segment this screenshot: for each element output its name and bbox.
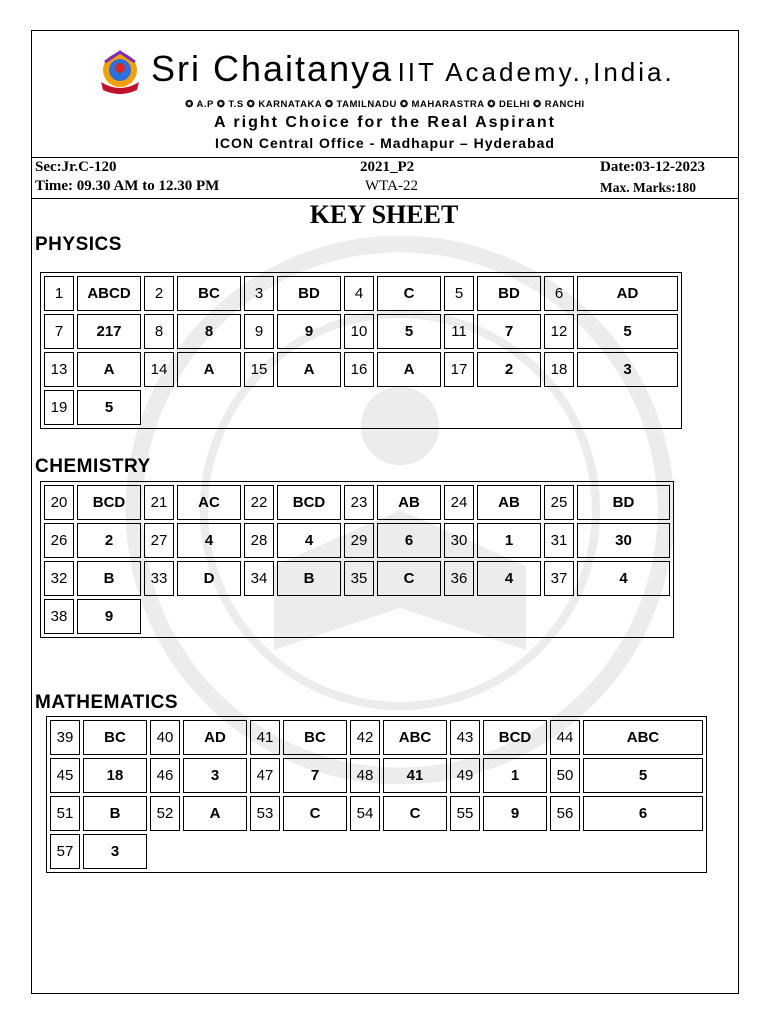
answer-key: 3 xyxy=(183,758,247,793)
answer-key: BC xyxy=(83,720,147,755)
empty-cell xyxy=(277,390,341,425)
tagline: A right Choice for the Real Aspirant xyxy=(214,114,556,131)
question-number: 16 xyxy=(344,352,374,387)
question-number: 25 xyxy=(544,485,574,520)
header-rule-bottom xyxy=(31,198,739,199)
answer-key: BD xyxy=(577,485,670,520)
question-number: 41 xyxy=(250,720,280,755)
question-number: 15 xyxy=(244,352,274,387)
empty-cell xyxy=(544,390,574,425)
question-number: 50 xyxy=(550,758,580,793)
empty-cell xyxy=(344,390,374,425)
question-number: 42 xyxy=(350,720,380,755)
question-number: 22 xyxy=(244,485,274,520)
empty-cell xyxy=(450,834,480,869)
answer-key: 7 xyxy=(283,758,347,793)
empty-cell xyxy=(477,390,541,425)
question-number: 11 xyxy=(444,314,474,349)
empty-cell xyxy=(350,834,380,869)
empty-cell xyxy=(444,390,474,425)
answer-key: ABC xyxy=(583,720,703,755)
question-number: 47 xyxy=(250,758,280,793)
answer-key: 5 xyxy=(577,314,678,349)
answer-key: A xyxy=(77,352,141,387)
question-number: 5 xyxy=(444,276,474,311)
physics-title: PHYSICS xyxy=(35,234,122,255)
question-number: 49 xyxy=(450,758,480,793)
answer-key: AB xyxy=(377,485,441,520)
test-code: WTA-22 xyxy=(365,178,418,194)
question-number: 44 xyxy=(550,720,580,755)
question-number: 52 xyxy=(150,796,180,831)
table-row xyxy=(50,796,703,831)
answer-key: BC xyxy=(283,720,347,755)
question-number: 32 xyxy=(44,561,74,596)
question-number: 7 xyxy=(44,314,74,349)
max-marks: Max. Marks:180 xyxy=(600,180,696,195)
empty-cell xyxy=(283,834,347,869)
table-row xyxy=(44,352,678,387)
empty-cell xyxy=(483,834,547,869)
empty-cell xyxy=(583,834,703,869)
exam-date: Date:03-12-2023 xyxy=(600,159,705,175)
mathematics-title: MATHEMATICS xyxy=(35,692,179,713)
question-number: 18 xyxy=(544,352,574,387)
answer-key: 5 xyxy=(77,390,141,425)
answer-key: 9 xyxy=(77,599,141,634)
table-row xyxy=(50,720,703,755)
answer-key: BCD xyxy=(277,485,341,520)
table-row xyxy=(50,834,703,869)
question-number: 19 xyxy=(44,390,74,425)
answer-key: B xyxy=(77,561,141,596)
states-list: ✪ A.P ✪ T.S ✪ KARNATAKA ✪ TAMILNADU ✪ MAHARASTRA ✪ DELHI ✪ RANCHI xyxy=(185,99,585,110)
empty-cell xyxy=(277,599,341,634)
answer-key: 6 xyxy=(377,523,441,558)
answer-key: 1 xyxy=(477,523,541,558)
empty-cell xyxy=(444,599,474,634)
answer-key: A xyxy=(183,796,247,831)
empty-cell xyxy=(244,390,274,425)
sri-chaitanya-logo xyxy=(95,48,145,98)
office-address: ICON Central Office - Madhapur – Hyderabad xyxy=(215,135,555,151)
question-number: 3 xyxy=(244,276,274,311)
table-row xyxy=(44,276,678,311)
table-row xyxy=(44,561,670,596)
answer-key: B xyxy=(83,796,147,831)
question-number: 4 xyxy=(344,276,374,311)
answer-key: C xyxy=(283,796,347,831)
answer-key: 4 xyxy=(577,561,670,596)
answer-key: 217 xyxy=(77,314,141,349)
chemistry-title: CHEMISTRY xyxy=(35,456,151,477)
answer-key: 9 xyxy=(483,796,547,831)
answer-key: 3 xyxy=(83,834,147,869)
exam-time: Time: 09.30 AM to 12.30 PM xyxy=(35,178,220,194)
table-row xyxy=(44,485,670,520)
answer-key: 6 xyxy=(583,796,703,831)
answer-key: 5 xyxy=(377,314,441,349)
question-number: 10 xyxy=(344,314,374,349)
question-number: 45 xyxy=(50,758,80,793)
empty-cell xyxy=(544,599,574,634)
question-number: 56 xyxy=(550,796,580,831)
answer-key: C xyxy=(383,796,447,831)
answer-key: 1 xyxy=(483,758,547,793)
question-number: 17 xyxy=(444,352,474,387)
brand xyxy=(151,48,675,90)
answer-key: 41 xyxy=(383,758,447,793)
answer-key: BCD xyxy=(483,720,547,755)
question-number: 28 xyxy=(244,523,274,558)
empty-cell xyxy=(183,834,247,869)
answer-key: B xyxy=(277,561,341,596)
table-row xyxy=(44,390,678,425)
answer-key: AB xyxy=(477,485,541,520)
answer-key: AD xyxy=(183,720,247,755)
answer-key: 9 xyxy=(277,314,341,349)
answer-key: 30 xyxy=(577,523,670,558)
empty-cell xyxy=(377,599,441,634)
question-number: 6 xyxy=(544,276,574,311)
empty-cell xyxy=(244,599,274,634)
answer-key: 2 xyxy=(477,352,541,387)
empty-cell xyxy=(377,390,441,425)
question-number: 14 xyxy=(144,352,174,387)
answer-key: BCD xyxy=(77,485,141,520)
section-code: Sec:Jr.C-120 xyxy=(35,159,117,175)
answer-key: BD xyxy=(277,276,341,311)
empty-cell xyxy=(177,390,241,425)
brand-name: Sri Chaitanya xyxy=(151,48,394,89)
question-number: 23 xyxy=(344,485,374,520)
question-number: 46 xyxy=(150,758,180,793)
answer-key: 4 xyxy=(277,523,341,558)
empty-cell xyxy=(577,599,670,634)
chemistry-key-table xyxy=(40,481,674,638)
table-row xyxy=(50,758,703,793)
question-number: 48 xyxy=(350,758,380,793)
empty-cell xyxy=(344,599,374,634)
question-number: 13 xyxy=(44,352,74,387)
table-row xyxy=(44,599,670,634)
empty-cell xyxy=(250,834,280,869)
question-number: 53 xyxy=(250,796,280,831)
question-number: 1 xyxy=(44,276,74,311)
answer-key: BC xyxy=(177,276,241,311)
question-number: 8 xyxy=(144,314,174,349)
question-number: 43 xyxy=(450,720,480,755)
question-number: 33 xyxy=(144,561,174,596)
answer-key: 4 xyxy=(477,561,541,596)
empty-cell xyxy=(577,390,678,425)
empty-cell xyxy=(150,834,180,869)
question-number: 36 xyxy=(444,561,474,596)
answer-key: C xyxy=(377,561,441,596)
answer-key: A xyxy=(177,352,241,387)
empty-cell xyxy=(177,599,241,634)
question-number: 21 xyxy=(144,485,174,520)
answer-key: 7 xyxy=(477,314,541,349)
physics-key-table xyxy=(40,272,682,429)
answer-key: C xyxy=(377,276,441,311)
question-number: 57 xyxy=(50,834,80,869)
answer-key: 4 xyxy=(177,523,241,558)
question-number: 12 xyxy=(544,314,574,349)
question-number: 55 xyxy=(450,796,480,831)
answer-key: ABCD xyxy=(77,276,141,311)
page-title: KEY SHEET xyxy=(309,200,459,229)
empty-cell xyxy=(550,834,580,869)
question-number: 30 xyxy=(444,523,474,558)
paper-code: 2021_P2 xyxy=(360,159,415,175)
empty-cell xyxy=(144,390,174,425)
answer-key: 8 xyxy=(177,314,241,349)
question-number: 35 xyxy=(344,561,374,596)
question-number: 2 xyxy=(144,276,174,311)
header-rule-top xyxy=(31,157,739,158)
question-number: 54 xyxy=(350,796,380,831)
question-number: 51 xyxy=(50,796,80,831)
question-number: 9 xyxy=(244,314,274,349)
question-number: 20 xyxy=(44,485,74,520)
question-number: 31 xyxy=(544,523,574,558)
answer-key: A xyxy=(377,352,441,387)
answer-key: AC xyxy=(177,485,241,520)
table-row xyxy=(44,314,678,349)
mathematics-key-table xyxy=(46,716,707,873)
question-number: 34 xyxy=(244,561,274,596)
answer-key: 5 xyxy=(583,758,703,793)
empty-cell xyxy=(383,834,447,869)
question-number: 40 xyxy=(150,720,180,755)
answer-key: BD xyxy=(477,276,541,311)
answer-key: AD xyxy=(577,276,678,311)
empty-cell xyxy=(144,599,174,634)
question-number: 29 xyxy=(344,523,374,558)
answer-key: 2 xyxy=(77,523,141,558)
answer-key: 18 xyxy=(83,758,147,793)
question-number: 27 xyxy=(144,523,174,558)
answer-key: ABC xyxy=(383,720,447,755)
answer-key: A xyxy=(277,352,341,387)
table-row xyxy=(44,523,670,558)
brand-tail: IIT Academy.,India. xyxy=(397,57,675,87)
question-number: 39 xyxy=(50,720,80,755)
empty-cell xyxy=(477,599,541,634)
question-number: 38 xyxy=(44,599,74,634)
question-number: 37 xyxy=(544,561,574,596)
answer-key: D xyxy=(177,561,241,596)
answer-key: 3 xyxy=(577,352,678,387)
question-number: 24 xyxy=(444,485,474,520)
question-number: 26 xyxy=(44,523,74,558)
